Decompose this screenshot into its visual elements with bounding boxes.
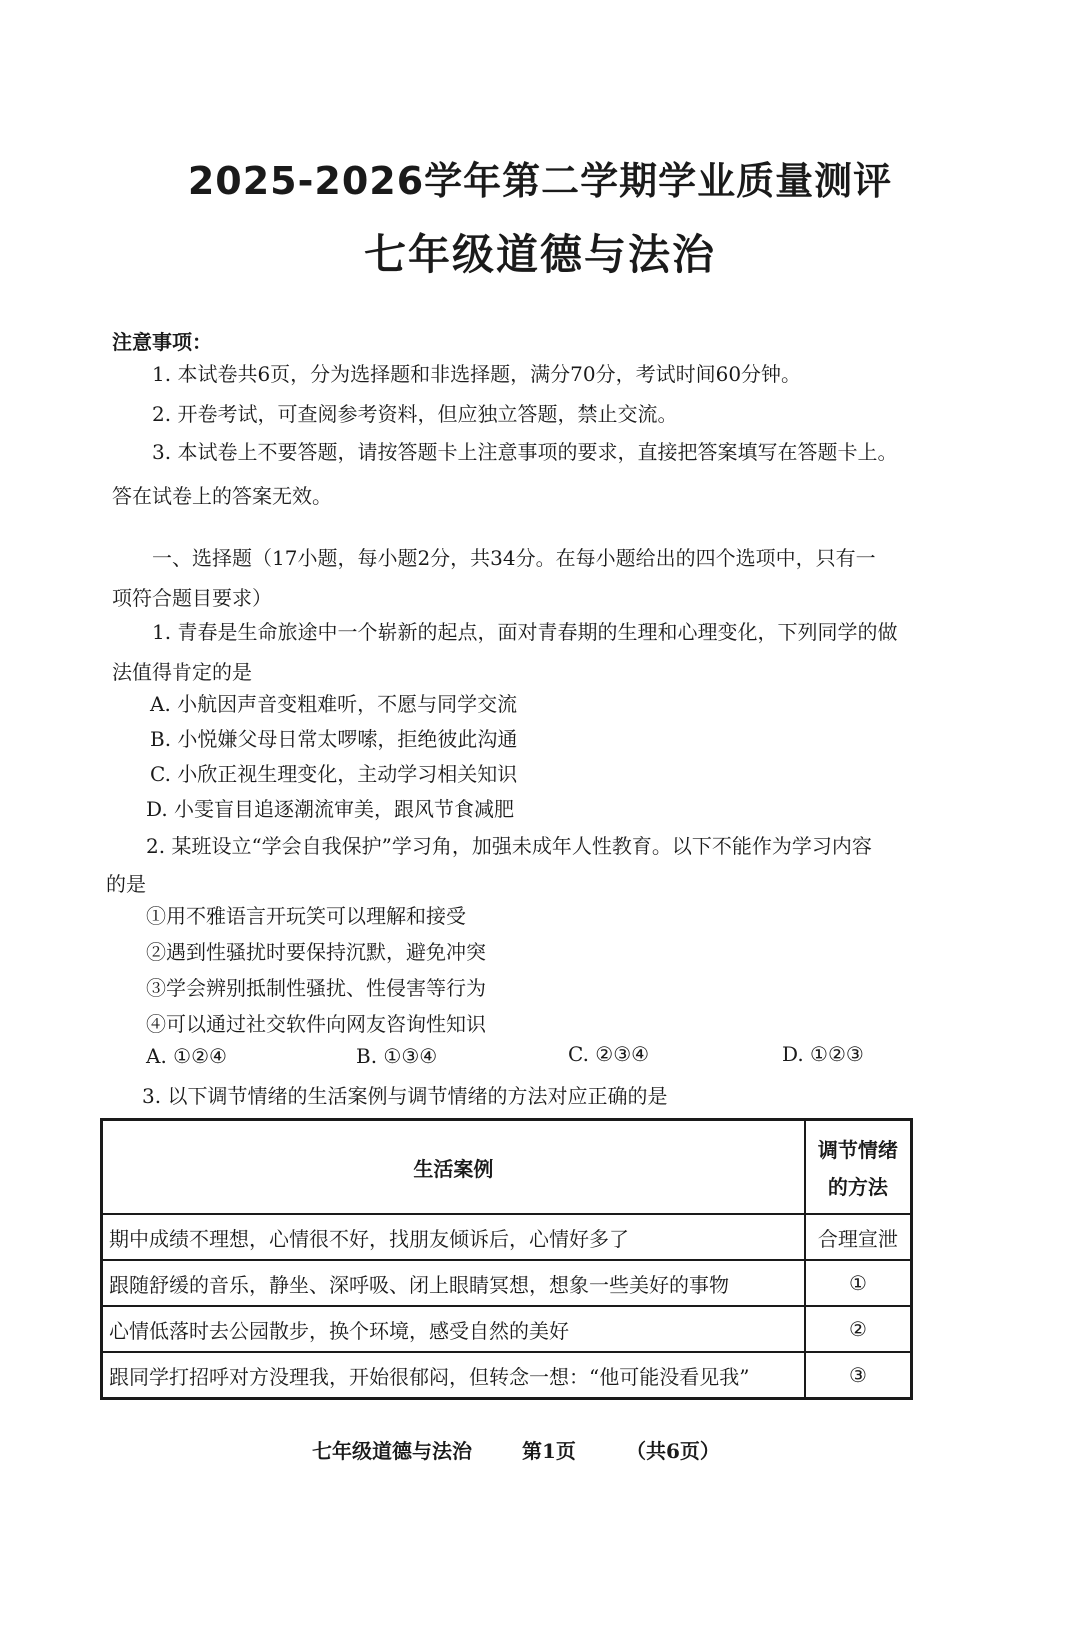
question-2-option-d: D. ①②③ (782, 1042, 864, 1066)
table-row (102, 1306, 912, 1352)
question-1-option-a: A. 小航因声音变粗难听，不愿与同学交流 (150, 692, 518, 716)
method-cell: ② (805, 1306, 912, 1352)
table-header-row (102, 1120, 912, 1215)
emotion-table (100, 1118, 913, 1400)
note-item: 3. 本试卷上不要答题，请按答题卡上注意事项的要求，直接把答案填写在答题卡上。 (152, 440, 898, 464)
question-2-stem: 2. 某班设立“学会自我保护”学习角，加强未成年人性教育。以下不能作为学习内容 (146, 834, 872, 858)
question-2-statement: ②遇到性骚扰时要保持沉默，避免冲突 (146, 940, 486, 964)
table-row (102, 1214, 912, 1260)
section-intro-cont: 项符合题目要求） (112, 586, 272, 610)
method-cell: 合理宣泄 (805, 1214, 912, 1260)
footer-subject: 七年级道德与法治 (312, 1439, 472, 1463)
note-item: 答在试卷上的答案无效。 (112, 484, 332, 508)
section-intro: 一、选择题（17小题，每小题2分，共34分。在每小题给出的四个选项中，只有一 (152, 546, 876, 570)
note-item: 2. 开卷考试，可查阅参考资料，但应独立答题，禁止交流。 (152, 402, 678, 426)
column-header-method-line1: 调节情绪 (817, 1138, 898, 1162)
question-2-option-a: A. ①②④ (146, 1044, 227, 1068)
column-header-method-line2: 的方法 (827, 1175, 888, 1199)
notes-heading: 注意事项： (112, 330, 212, 354)
case-cell: 跟随舒缓的音乐，静坐、深呼吸、闭上眼睛冥想，想象一些美好的事物 (102, 1260, 805, 1306)
footer-page-number: 第1页 (522, 1439, 576, 1463)
question-2-option-c: C. ②③④ (568, 1042, 650, 1066)
case-cell: 跟同学打招呼对方没理我，开始很郁闷，但转念一想：“他可能没看见我” (102, 1352, 805, 1399)
question-3-stem: 3. 以下调节情绪的生活案例与调节情绪的方法对应正确的是 (142, 1084, 668, 1108)
table-row (102, 1352, 912, 1399)
table-row (102, 1260, 912, 1306)
question-2-stem-cont: 的是 (106, 872, 146, 896)
question-1-stem-cont: 法值得肯定的是 (112, 660, 252, 684)
exam-title: 2025-2026学年第二学期学业质量测评 (187, 159, 893, 203)
question-1-stem: 1. 青春是生命旅途中一个崭新的起点，面对青春期的生理和心理变化，下列同学的做 (152, 620, 898, 644)
footer-total-pages: （共6页） (626, 1439, 720, 1463)
question-1-option-b: B. 小悦嫌父母日常太啰嗦，拒绝彼此沟通 (150, 727, 518, 751)
question-2-option-b: B. ①③④ (356, 1044, 438, 1068)
question-1-option-d: D. 小雯盲目追逐潮流审美，跟风节食减肥 (146, 797, 515, 821)
question-2-statement: ④可以通过社交软件向网友咨询性知识 (146, 1012, 486, 1036)
case-cell: 心情低落时去公园散步，换个环境，感受自然的美好 (102, 1306, 805, 1352)
exam-subject-title: 七年级道德与法治 (363, 230, 716, 279)
question-2-statement: ③学会辨别抵制性骚扰、性侵害等行为 (146, 976, 486, 1000)
method-cell: ③ (805, 1352, 912, 1399)
column-header-method (805, 1120, 912, 1215)
question-1-option-c: C. 小欣正视生理变化，主动学习相关知识 (150, 762, 518, 786)
method-cell: ① (805, 1260, 912, 1306)
column-header-case: 生活案例 (102, 1120, 805, 1215)
case-cell: 期中成绩不理想，心情很不好，找朋友倾诉后，心情好多了 (102, 1214, 805, 1260)
question-2-statement: ①用不雅语言开玩笑可以理解和接受 (146, 904, 466, 928)
note-item: 1. 本试卷共6页，分为选择题和非选择题，满分70分，考试时间60分钟。 (152, 362, 802, 386)
